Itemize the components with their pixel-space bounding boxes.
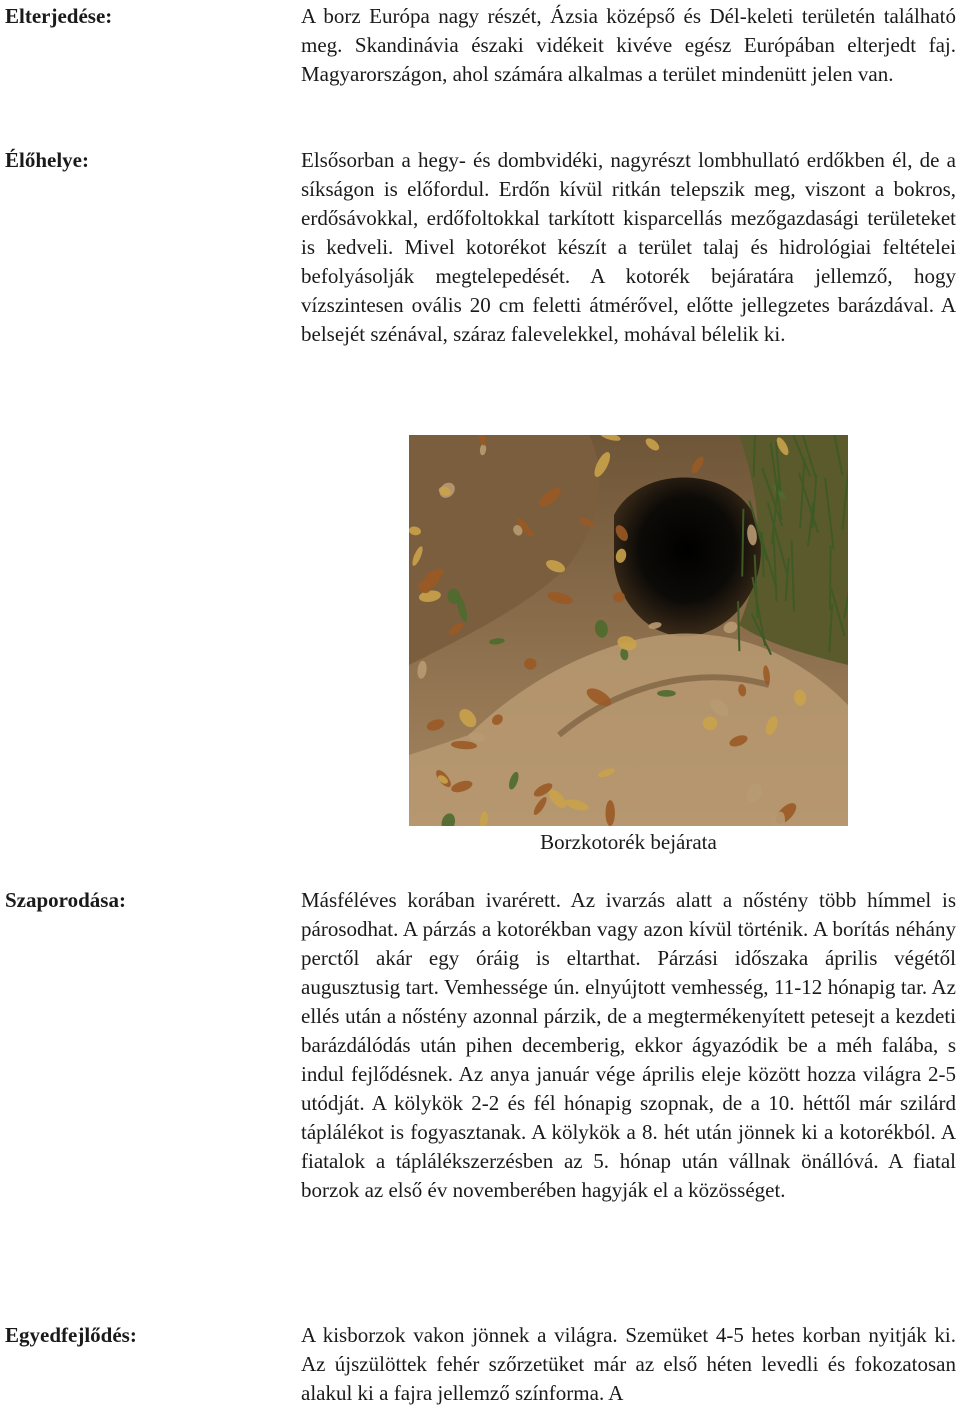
section-label-elohelye: Élőhelye: [5, 148, 89, 172]
photo-caption: Borzkotorék bejárata [540, 830, 717, 854]
section-label-elterjedese: Elterjedése: [5, 4, 113, 28]
photo-grass-blade [742, 509, 743, 577]
photo-grass-blade [830, 546, 831, 610]
photo-leaf [606, 800, 615, 826]
paragraph-elterjedese: A borz Európa nagy részét, Ázsia középső és Dél-keleti területén található meg. Skandinávia északi vidékeit kivéve egész Európában elterjedt faj. Magyarországon, ahol számára alkalmas a terület mindenütt jelen van. [301, 4, 956, 86]
section-label-szaporodasa: Szaporodása: [5, 888, 126, 912]
burrow-photo [409, 435, 848, 826]
paragraph-elohelye: Elsősorban a hegy- és dombvidéki, nagyrészt lombhullató erdőkben él, de a síkságon is előfordul. Erdőn kívül ritkán telepszik meg, viszont a bokros, erdősávokkal, erdőfoltokkal tarkított kisparcellás mezőgazdasági területeket is kedveli. Mivel kotorékot készít a terület talaj és hidrológiai feltételei befolyásolják megtelepedését. A kotorék bejáratára jellemző, hogy vízszintesen ovális 20 cm feletti átmérővel, előtte jellegzetes barázdával. A belsejét szénával, száraz falevelekkel, mohával bélelik ki. [301, 148, 956, 346]
paragraph-szaporodasa: Másféléves korában ivarérett. Az ivarzás alatt a nőstény több hímmel is párosodhat. A párzás a kotorékban vagy azon kívül történik. A borítás néhány perctől akár egy óráig is eltarthat. Párzási időszaka április végétől augusztusig tart. Vemhessége ún. elnyújtott vemhesség, 11-12 hónapig tar. Az ellés után a nőstény azonnal párzik, de a megtermékenyített petesejt a kezdeti barázdálódás után pihen decemberig, ekkor ágyazódik be a méh falába, s indul fejlődésnek. Az anya január vége április eleje között hozza világra 2-5 utódját. A kölykök 2-2 és fél hónapig szopnak, de a 10. héttől már szilárd táplálékot is fogyasztanak. A kölykök a 8. hét után jönnek ki a kotorékból. A fiatalok a táplálékszerzésben az 5. hónap után vállnak önállóvá. A fiatal borzok az első év novemberében hagyják el a közösséget. [301, 888, 956, 1202]
photo-grass-blade [738, 601, 739, 651]
photo-leaf [657, 690, 676, 697]
paragraph-egyedfejlodes: A kisborzok vakon jönnek a világra. Szemüket 4-5 hetes korban nyitják ki. Az újszülöttek fehér szőrzetüket már az első héten levedli és fokozatosan alakul ki a fajra jellemző színforma. A [301, 1323, 956, 1405]
section-label-egyedfejlodes: Egyedfejlődés: [5, 1323, 137, 1347]
